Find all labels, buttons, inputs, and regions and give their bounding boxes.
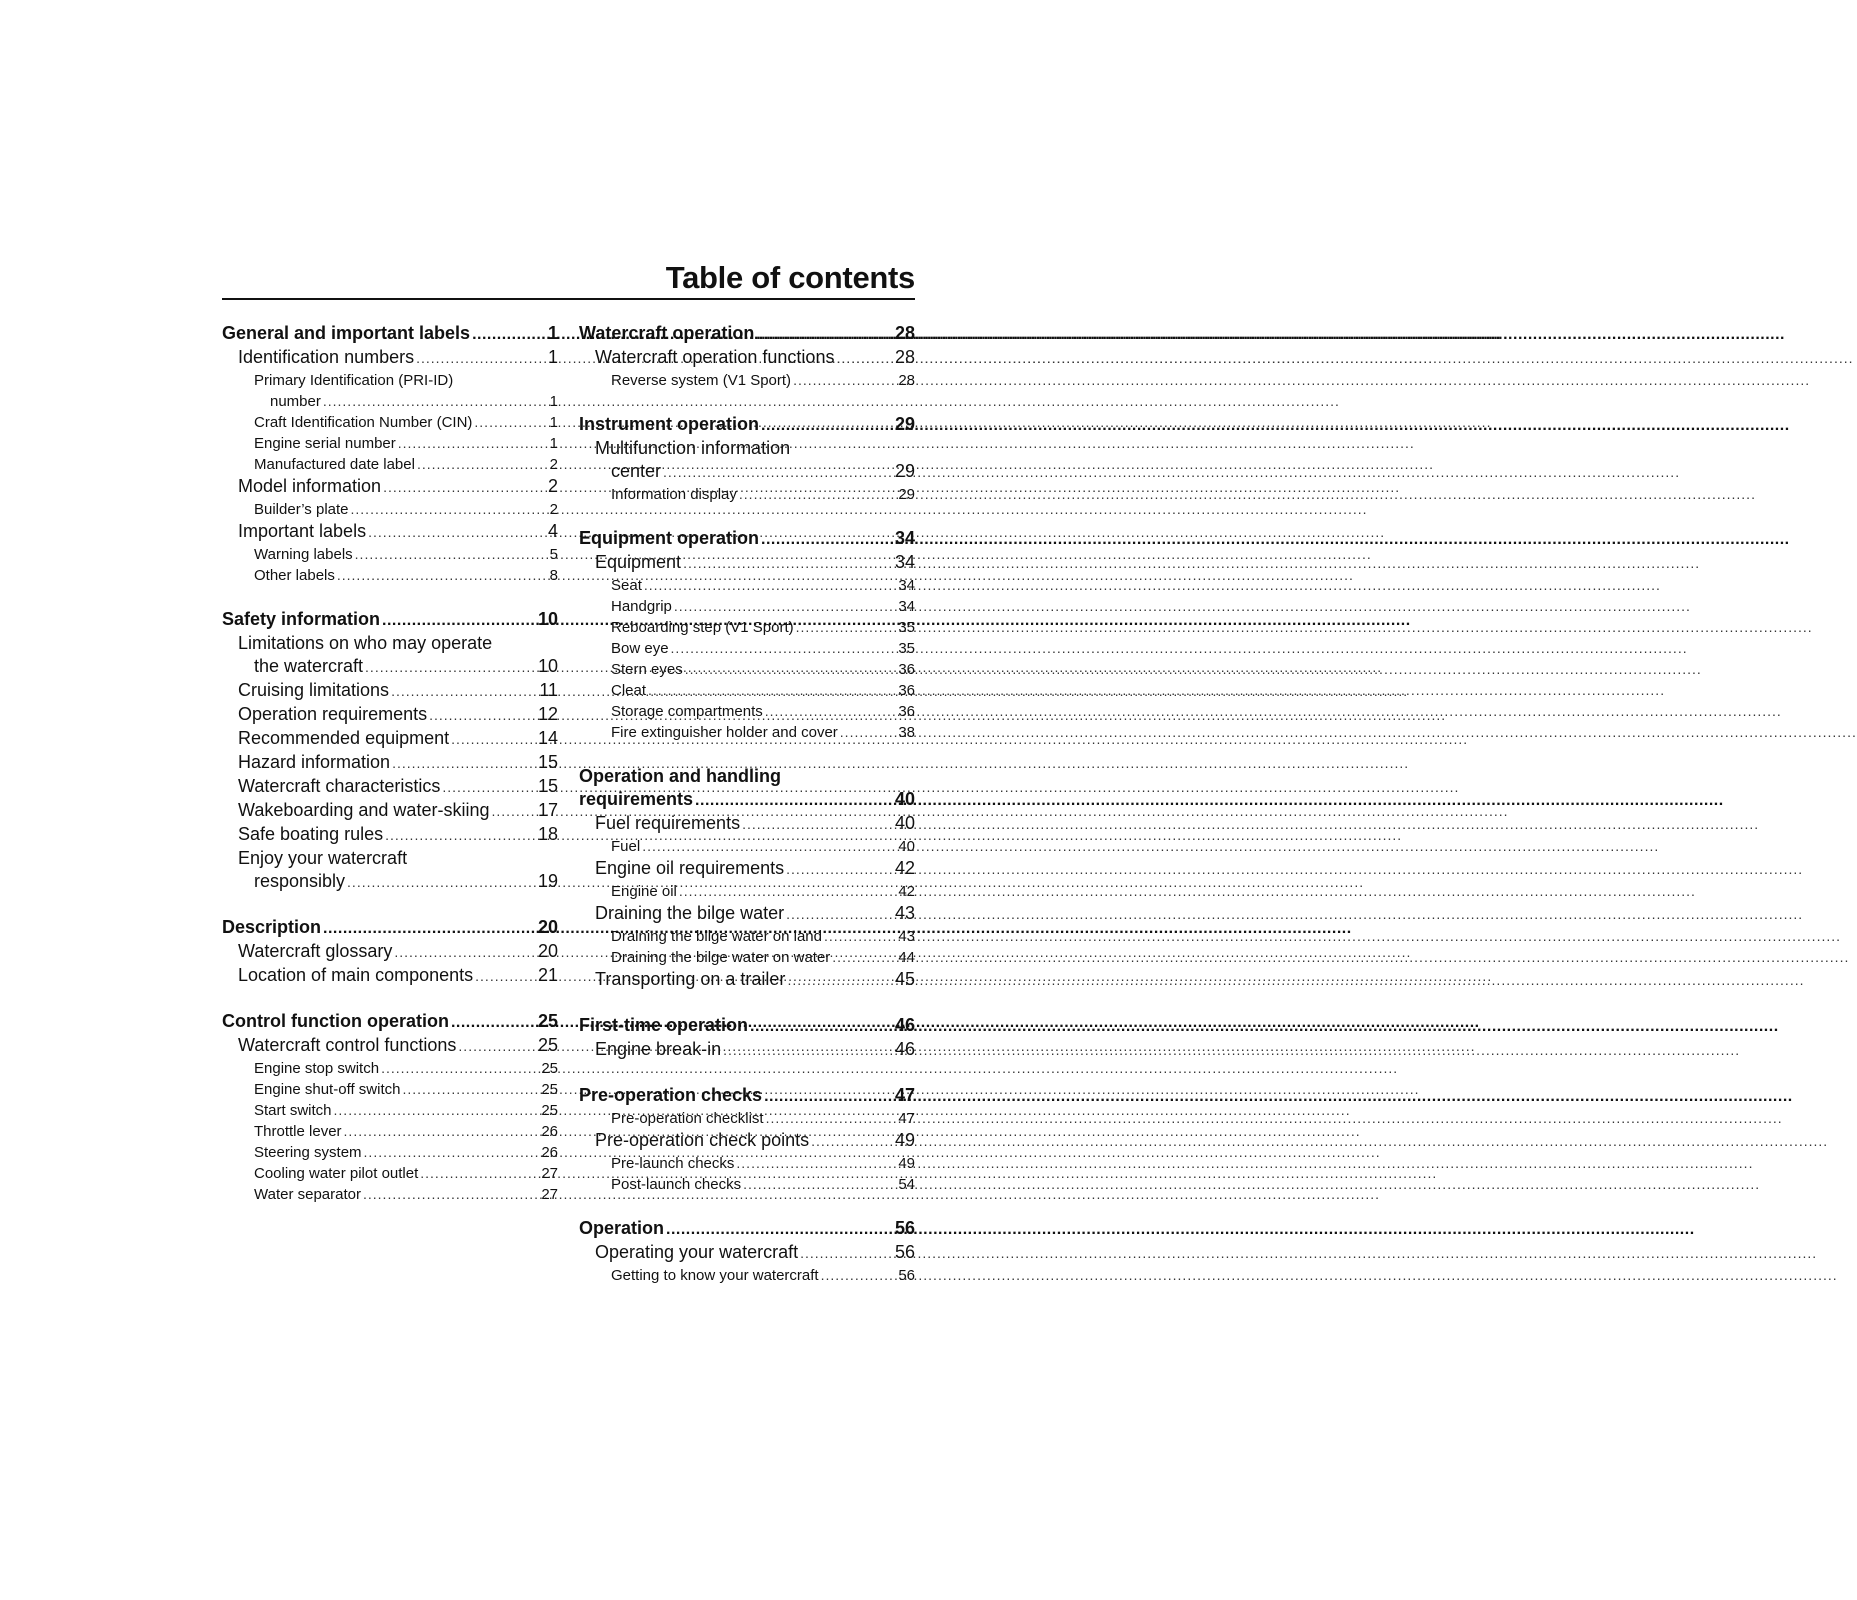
subsection-link[interactable]	[222, 1034, 558, 1058]
topic-title: Reverse system (V1 Sport)	[611, 372, 792, 389]
dot-leader	[811, 1130, 891, 1153]
topic-title: Primary Identification (PRI-ID)	[254, 372, 454, 389]
topic-page-number: 25	[541, 1060, 558, 1077]
dot-leader	[663, 461, 891, 484]
dot-leader	[840, 722, 891, 743]
dot-leader	[787, 969, 891, 992]
topic-title: Engine oil	[611, 883, 677, 900]
toc-section	[579, 527, 915, 743]
topic-title: Cleat	[611, 682, 647, 699]
subsection-page-number: 40	[894, 813, 915, 833]
subsection-page-number: 20	[537, 941, 558, 961]
topic-title: Pre-launch checks	[611, 1155, 735, 1172]
toc-column-right	[579, 322, 915, 1308]
section-page-number: 46	[894, 1015, 915, 1035]
topic-title: Engine serial number	[254, 435, 396, 452]
topic-page-number: 35	[898, 640, 915, 657]
subsection-page-number: 29	[894, 461, 915, 481]
dot-leader	[836, 347, 891, 370]
topic-link[interactable]	[579, 722, 915, 743]
subsection-title-cont: responsibly	[254, 871, 346, 891]
subsection-page-number: 25	[537, 1035, 558, 1055]
subsection-page-number: 19	[537, 871, 558, 891]
topic-link[interactable]	[579, 659, 915, 680]
dot-leader	[671, 638, 891, 659]
dot-leader	[786, 858, 891, 881]
topic-title: Bow eye	[611, 640, 669, 657]
section-title: First-time operation	[579, 1015, 749, 1035]
subsection-link[interactable]	[222, 679, 558, 703]
subsection-link[interactable]	[222, 346, 558, 370]
topic-link[interactable]	[222, 1079, 558, 1100]
subsection-link[interactable]	[579, 1241, 915, 1265]
topic-title-line	[222, 370, 558, 391]
topic-page-number: 36	[898, 682, 915, 699]
dot-leader	[821, 1265, 891, 1286]
section-title-cont: requirements	[579, 789, 694, 809]
toc-column-left	[222, 322, 558, 1227]
topic-title: Builder’s plate	[254, 501, 349, 518]
subsection-title: Identification numbers	[238, 347, 415, 367]
subsection-page-number: 34	[894, 552, 915, 572]
toc-section	[222, 322, 558, 586]
topic-link[interactable]	[222, 1121, 558, 1142]
topic-link[interactable]	[579, 1108, 915, 1129]
section-link[interactable]	[579, 413, 915, 437]
topic-page-number: 1	[549, 414, 558, 431]
topic-link[interactable]	[222, 1184, 558, 1205]
topic-page-number: 47	[898, 1110, 915, 1127]
topic-link[interactable]	[579, 926, 915, 947]
section-link[interactable]	[579, 788, 915, 812]
toc-section	[222, 1010, 558, 1205]
topic-page-number: 40	[898, 838, 915, 855]
section-link[interactable]	[222, 322, 558, 346]
subsection-link[interactable]	[579, 968, 915, 992]
dot-leader	[793, 370, 891, 391]
dot-leader	[761, 528, 893, 551]
topic-page-number: 36	[898, 661, 915, 678]
topic-link[interactable]	[579, 617, 915, 638]
subsection-title: Operation requirements	[238, 704, 428, 724]
subsection-title: Model information	[238, 476, 382, 496]
subsection-title: Hazard information	[238, 752, 391, 772]
subsection-link[interactable]	[579, 551, 915, 575]
dot-leader	[750, 1015, 893, 1038]
subsection-title: Location of main components	[238, 965, 474, 985]
topic-page-number: 36	[898, 703, 915, 720]
topic-page-number: 25	[541, 1102, 558, 1119]
subsection-link[interactable]	[579, 346, 915, 370]
dot-leader	[383, 476, 534, 499]
section-title: Description	[222, 917, 322, 937]
subsection-title: Recommended equipment	[238, 728, 450, 748]
subsection-page-number: 49	[894, 1130, 915, 1150]
topic-page-number: 5	[549, 546, 558, 563]
subsection-page-number: 18	[537, 824, 558, 844]
dot-leader	[796, 617, 891, 638]
subsection-page-number: 11	[539, 680, 558, 700]
subsection-title-line	[222, 632, 558, 655]
section-title: Equipment operation	[579, 528, 759, 548]
topic-link[interactable]	[579, 370, 915, 391]
subsection-page-number: 12	[537, 704, 558, 724]
subsection-page-number: 10	[537, 656, 558, 676]
topic-title: Throttle lever	[254, 1123, 342, 1140]
subsection-title: Engine break-in	[595, 1039, 722, 1059]
dot-leader	[764, 1085, 893, 1108]
subsection-page-number: 43	[894, 903, 915, 923]
topic-title: Steering system	[254, 1144, 362, 1161]
topic-link[interactable]	[222, 412, 558, 433]
topic-page-number: 54	[898, 1176, 915, 1193]
topic-title: Reboarding step (V1 Sport)	[611, 619, 794, 636]
section-link[interactable]	[222, 1010, 558, 1034]
topic-page-number: 56	[898, 1267, 915, 1284]
topic-link[interactable]	[222, 1142, 558, 1163]
subsection-link[interactable]	[222, 870, 558, 894]
topic-page-number: 43	[898, 928, 915, 945]
subsection-title: Watercraft operation functions	[595, 347, 835, 367]
dot-leader	[644, 575, 891, 596]
subsection-title: Pre-operation check points	[595, 1130, 810, 1150]
subsection-title: Limitations on who may operate	[238, 633, 493, 653]
dot-leader	[666, 1218, 893, 1241]
dot-leader	[765, 701, 891, 722]
topic-link[interactable]	[579, 947, 915, 968]
section-title: Pre-operation checks	[579, 1085, 763, 1105]
subsection-title: Cruising limitations	[238, 680, 390, 700]
subsection-link[interactable]	[579, 857, 915, 881]
topic-link[interactable]	[222, 454, 558, 475]
section-link[interactable]	[222, 916, 558, 940]
section-page-number: 20	[537, 917, 558, 937]
topic-link[interactable]	[222, 391, 558, 412]
section-title: Safety information	[222, 609, 381, 629]
subsection-link[interactable]	[579, 1038, 915, 1062]
topic-link[interactable]	[579, 638, 915, 659]
subsection-page-number: 15	[537, 776, 558, 796]
dot-leader	[742, 813, 891, 836]
subsection-title: Fuel requirements	[595, 813, 741, 833]
dot-leader	[648, 680, 891, 701]
subsection-title: Important labels	[238, 521, 367, 541]
dot-leader	[385, 824, 534, 847]
section-title: Control function operation	[222, 1011, 449, 1031]
dot-leader	[743, 1174, 891, 1195]
toc-section	[579, 413, 915, 505]
topic-title: Post-launch checks	[611, 1176, 742, 1193]
subsection-title-cont: center	[611, 461, 662, 481]
section-title: General and important labels	[222, 323, 471, 343]
topic-link[interactable]	[579, 575, 915, 596]
section-page-number: 56	[894, 1218, 915, 1238]
topic-page-number: 26	[541, 1144, 558, 1161]
section-page-number: 25	[537, 1011, 558, 1031]
dot-leader	[323, 391, 534, 412]
subsection-link[interactable]	[222, 655, 558, 679]
topic-page-number: 27	[541, 1186, 558, 1203]
subsection-link[interactable]	[222, 940, 558, 964]
subsection-page-number: 56	[894, 1242, 915, 1262]
dot-leader	[368, 521, 534, 544]
topic-title: Manufactured date label	[254, 456, 415, 473]
subsection-title: Watercraft control functions	[238, 1035, 457, 1055]
subsection-link[interactable]	[222, 520, 558, 544]
subsection-page-number: 17	[537, 800, 558, 820]
section-link[interactable]	[579, 322, 915, 346]
dot-leader	[756, 323, 893, 346]
topic-page-number: 38	[898, 724, 915, 741]
topic-title: Handgrip	[611, 598, 672, 615]
toc-section	[579, 1084, 915, 1195]
dot-leader	[736, 1153, 891, 1174]
subsection-title: Wakeboarding and water-skiing	[238, 800, 490, 820]
section-page-number: 34	[894, 528, 915, 548]
subsection-title-line	[579, 437, 915, 460]
dot-leader	[679, 881, 891, 902]
subsection-page-number: 42	[894, 858, 915, 878]
dot-leader	[474, 412, 534, 433]
topic-link[interactable]	[222, 1058, 558, 1079]
section-title-line	[579, 765, 915, 788]
subsection-page-number: 15	[537, 752, 558, 772]
section-link[interactable]	[579, 527, 915, 551]
dot-leader	[337, 565, 534, 586]
subsection-link[interactable]	[222, 964, 558, 988]
topic-link[interactable]	[222, 1100, 558, 1121]
topic-title: Start switch	[254, 1102, 332, 1119]
subsection-title: Operating your watercraft	[595, 1242, 799, 1262]
topic-page-number: 35	[898, 619, 915, 636]
dot-leader	[381, 1058, 534, 1079]
dot-leader	[394, 941, 534, 964]
subsection-title: Multifunction information	[595, 438, 791, 458]
section-page-number: 29	[894, 414, 915, 434]
topic-link[interactable]	[579, 881, 915, 902]
dot-leader	[824, 926, 891, 947]
topic-title: Fuel	[611, 838, 641, 855]
topic-page-number: 42	[898, 883, 915, 900]
subsection-page-number: 28	[894, 347, 915, 367]
topic-title: Getting to know your watercraft	[611, 1267, 819, 1284]
topic-title: Craft Identification Number (CIN)	[254, 414, 473, 431]
dot-leader	[391, 680, 534, 703]
dot-leader	[642, 836, 891, 857]
section-title: Watercraft operation	[579, 323, 755, 343]
dot-leader	[475, 965, 534, 988]
dot-leader	[416, 347, 534, 370]
dot-leader	[398, 433, 534, 454]
subsection-page-number: 45	[894, 969, 915, 989]
topic-title: Cooling water pilot outlet	[254, 1165, 419, 1182]
topic-link[interactable]	[579, 1174, 915, 1195]
topic-link[interactable]	[579, 1153, 915, 1174]
toc-section	[579, 1217, 915, 1286]
topic-link[interactable]	[579, 596, 915, 617]
subsection-title-line	[222, 847, 558, 870]
topic-title: Other labels	[254, 567, 335, 584]
section-page-number: 47	[894, 1085, 915, 1105]
subsection-page-number: 21	[537, 965, 558, 985]
section-link[interactable]	[222, 608, 558, 632]
dot-leader	[442, 776, 534, 799]
toc-section	[222, 916, 558, 988]
subsection-link[interactable]	[222, 799, 558, 823]
topic-page-number: 2	[549, 456, 558, 473]
dot-leader	[832, 947, 891, 968]
section-page-number: 40	[894, 789, 915, 809]
topic-page-number: 34	[898, 577, 915, 594]
dot-leader	[695, 789, 893, 812]
dot-leader	[800, 1242, 891, 1265]
subsection-title: Watercraft glossary	[238, 941, 393, 961]
dot-leader	[451, 728, 534, 751]
subsection-title: Equipment	[595, 552, 682, 572]
toc-section	[222, 608, 558, 894]
subsection-link[interactable]	[579, 460, 915, 484]
topic-link[interactable]	[579, 836, 915, 857]
dot-leader	[451, 1011, 536, 1034]
subsection-link[interactable]	[222, 475, 558, 499]
dot-leader	[674, 596, 891, 617]
topic-title: Engine stop switch	[254, 1060, 380, 1077]
toc-section	[579, 1014, 915, 1062]
dot-leader	[323, 917, 536, 940]
topic-page-number: 1	[549, 393, 558, 410]
topic-page-number: 1	[549, 435, 558, 452]
dot-leader	[355, 544, 534, 565]
topic-link[interactable]	[579, 680, 915, 701]
dot-leader	[739, 484, 891, 505]
topic-title: Pre-operation checklist	[611, 1110, 764, 1127]
dot-leader	[344, 1121, 534, 1142]
subsection-title: Transporting on a trailer	[595, 969, 786, 989]
dot-leader	[685, 659, 891, 680]
subsection-page-number: 4	[547, 521, 558, 541]
topic-title: Seat	[611, 577, 642, 594]
section-title: Operation and handling	[579, 766, 781, 786]
page-title: Table of contents	[665, 260, 915, 295]
subsection-link[interactable]	[579, 902, 915, 926]
topic-page-number: 49	[898, 1155, 915, 1172]
subsection-link[interactable]	[579, 812, 915, 836]
subsection-title: Safe boating rules	[238, 824, 384, 844]
topic-page-number: 29	[898, 486, 915, 503]
section-link[interactable]	[579, 1084, 915, 1108]
topic-link[interactable]	[222, 565, 558, 586]
dot-leader	[723, 1039, 891, 1062]
topic-title: Water separator	[254, 1186, 361, 1203]
subsection-page-number: 1	[547, 347, 558, 367]
section-title: Instrument operation	[579, 414, 760, 434]
section-page-number: 1	[547, 323, 558, 343]
dot-leader	[429, 704, 534, 727]
section-title: Operation	[579, 1218, 665, 1238]
dot-leader	[766, 1108, 891, 1129]
subsection-title: Enjoy your watercraft	[238, 848, 408, 868]
subsection-title: Watercraft characteristics	[238, 776, 441, 796]
dot-leader	[365, 656, 534, 679]
topic-link[interactable]	[222, 544, 558, 565]
dot-leader	[334, 1100, 534, 1121]
topic-title: Engine shut-off switch	[254, 1081, 401, 1098]
topic-page-number: 26	[541, 1123, 558, 1140]
section-link[interactable]	[579, 1014, 915, 1038]
topic-title: Storage compartments	[611, 703, 763, 720]
dot-leader	[683, 552, 891, 575]
topic-title: Information display	[611, 486, 737, 503]
section-page-number: 28	[894, 323, 915, 343]
dot-leader	[392, 752, 534, 775]
subsection-link[interactable]	[222, 775, 558, 799]
subsection-title: Engine oil requirements	[595, 858, 785, 878]
topic-title: Draining the bilge water on water	[611, 949, 831, 966]
topic-link[interactable]	[222, 499, 558, 520]
topic-title: Stern eyes	[611, 661, 683, 678]
section-link[interactable]	[579, 1217, 915, 1241]
dot-leader	[351, 499, 534, 520]
topic-title: Draining the bilge water on land	[611, 928, 822, 945]
topic-page-number: 25	[541, 1081, 558, 1098]
subsection-link[interactable]	[222, 751, 558, 775]
dot-leader	[364, 1142, 534, 1163]
topic-title: Fire extinguisher holder and cover	[611, 724, 838, 741]
subsection-title-cont: the watercraft	[254, 656, 364, 676]
subsection-link[interactable]	[579, 1129, 915, 1153]
topic-link[interactable]	[579, 484, 915, 505]
topic-link[interactable]	[579, 701, 915, 722]
topic-page-number: 2	[549, 501, 558, 518]
topic-link[interactable]	[222, 433, 558, 454]
dot-leader	[420, 1163, 534, 1184]
subsection-link[interactable]	[222, 727, 558, 751]
topic-link[interactable]	[222, 1163, 558, 1184]
toc-section	[579, 322, 915, 391]
dot-leader	[472, 323, 546, 346]
topic-page-number: 8	[549, 567, 558, 584]
subsection-page-number: 46	[894, 1039, 915, 1059]
topic-page-number: 28	[898, 372, 915, 389]
title-divider	[222, 298, 915, 300]
topic-page-number: 44	[898, 949, 915, 966]
subsection-link[interactable]	[222, 703, 558, 727]
dot-leader	[786, 903, 891, 926]
subsection-title: Draining the bilge water	[595, 903, 785, 923]
dot-leader	[491, 800, 534, 823]
topic-title-cont: number	[270, 393, 321, 410]
subsection-page-number: 14	[537, 728, 558, 748]
dot-leader	[363, 1184, 534, 1205]
section-page-number: 10	[537, 609, 558, 629]
dot-leader	[402, 1079, 534, 1100]
dot-leader	[382, 609, 536, 632]
dot-leader	[761, 414, 893, 437]
topic-page-number: 27	[541, 1165, 558, 1182]
topic-title: Warning labels	[254, 546, 353, 563]
subsection-link[interactable]	[222, 823, 558, 847]
toc-section	[579, 765, 915, 992]
subsection-page-number: 2	[547, 476, 558, 496]
dot-leader	[347, 871, 534, 894]
topic-link[interactable]	[579, 1265, 915, 1286]
topic-page-number: 34	[898, 598, 915, 615]
dot-leader	[417, 454, 534, 475]
dot-leader	[458, 1035, 534, 1058]
